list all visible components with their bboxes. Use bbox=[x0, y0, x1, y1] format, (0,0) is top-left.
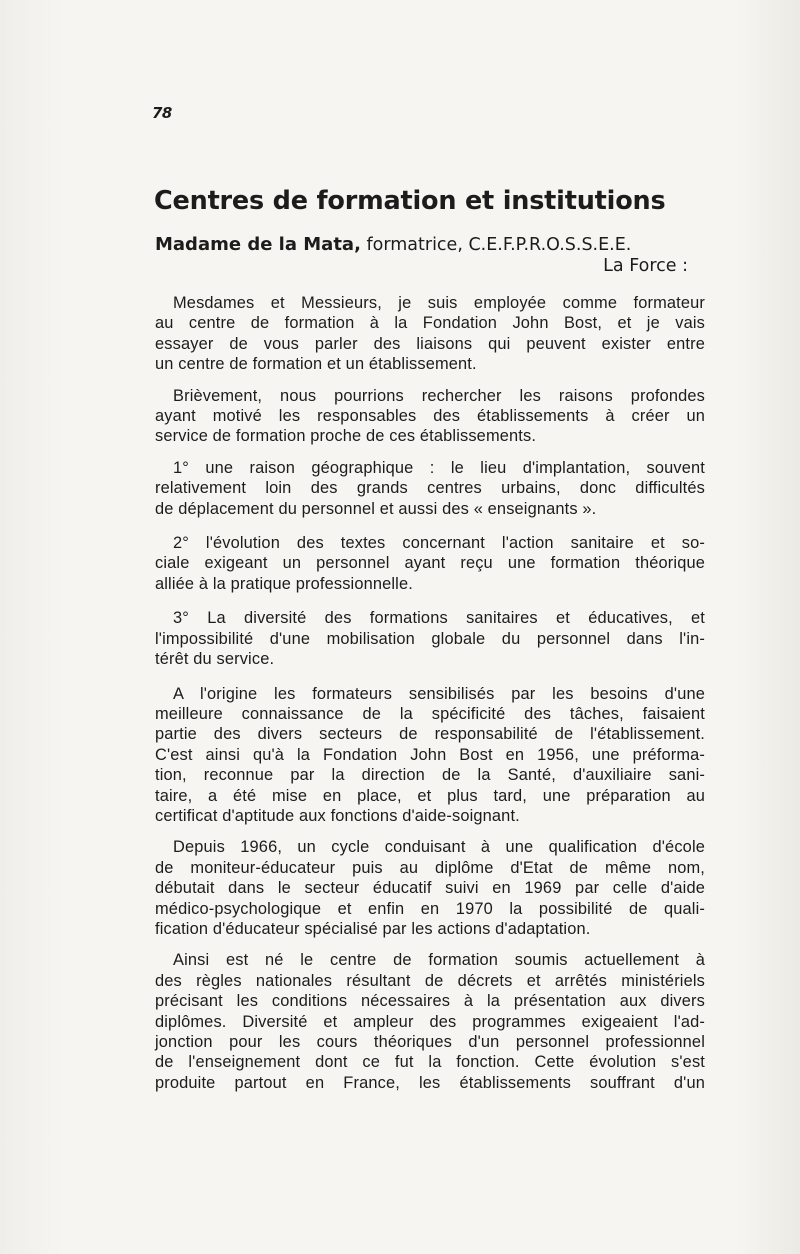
paragraph bbox=[155, 684, 705, 827]
text-line: de moniteur-éducateur puis au diplôme d'Etat de même nom, bbox=[155, 858, 705, 877]
paragraph bbox=[155, 837, 705, 939]
text-line: ciale exigeant un personnel ayant reçu une formation théorique bbox=[155, 554, 705, 573]
body-text bbox=[155, 293, 705, 1104]
location: La Force : bbox=[603, 256, 688, 276]
page-number: 78 bbox=[152, 104, 172, 122]
section-title: Centres de formation et institutions bbox=[154, 186, 666, 216]
text-line: de déplacement du personnel et aussi des « enseignants ». bbox=[155, 499, 597, 518]
text-line: médico-psychologique et enfin en 1970 la possibilité de quali- bbox=[155, 899, 705, 918]
text-line: diplômes. Diversité et ampleur des programmes exigeaient l'ad- bbox=[155, 1012, 705, 1031]
paragraph bbox=[155, 293, 705, 375]
text-line: au centre de formation à la Fondation John Bost, et je vais bbox=[155, 314, 705, 333]
text-line: Mesdames et Messieurs, je suis employée comme formateur bbox=[173, 294, 705, 312]
text-line: térêt du service. bbox=[155, 650, 275, 669]
text-line: taire, a été mise en place, et plus tard, une préparation au bbox=[155, 786, 705, 805]
text-line: meilleure connaissance de la spécificité des tâches, faisaient bbox=[155, 704, 705, 723]
text-line: service de formation proche de ces établissements. bbox=[155, 427, 537, 446]
byline bbox=[155, 233, 631, 255]
text-line: Depuis 1966, un cycle conduisant à une qualification d'école bbox=[173, 838, 705, 857]
paragraph bbox=[155, 950, 705, 1093]
author-role: formatrice, C.E.F.P.R.O.S.S.E.E. bbox=[360, 235, 632, 255]
text-line: A l'origine les formateurs sensibilisés par les besoins d'une bbox=[173, 684, 705, 703]
text-line: produite partout en France, les établissements souffrant d'un bbox=[155, 1073, 705, 1092]
paragraph bbox=[155, 608, 705, 669]
text-line: de l'enseignement dont ce fut la fonction. Cette évolution s'est bbox=[155, 1053, 705, 1072]
text-line: 1° une raison géographique : le lieu d'implantation, souvent bbox=[173, 458, 705, 477]
text-line: certificat d'aptitude aux fonctions d'aide-soignant. bbox=[155, 806, 520, 825]
paragraph bbox=[155, 458, 705, 519]
text-line: 2° l'évolution des textes concernant l'action sanitaire et so- bbox=[173, 534, 705, 553]
text-line: des règles nationales résultant de décrets et arrêtés ministériels bbox=[155, 971, 705, 990]
text-line: partie des divers secteurs de responsabilité de l'établissement. bbox=[155, 725, 705, 744]
text-line: débutait dans le secteur éducatif suivi en 1969 par celle d'aide bbox=[155, 879, 705, 898]
text-line: C'est ainsi qu'à la Fondation John Bost en 1956, une préforma- bbox=[155, 745, 705, 764]
paragraph bbox=[155, 533, 705, 594]
text-line: tion, reconnue par la direction de la Santé, d'auxiliaire sani- bbox=[155, 766, 705, 785]
text-line: relativement loin des grands centres urbains, donc difficultés bbox=[155, 479, 705, 498]
paragraph bbox=[155, 386, 705, 447]
text-line: l'impossibilité d'une mobilisation globale du personnel dans l'in- bbox=[155, 629, 705, 648]
text-line: ayant motivé les responsables des établissements à créer un bbox=[155, 407, 705, 426]
text-line: essayer de vous parler des liaisons qui peuvent exister entre bbox=[155, 334, 705, 353]
text-line: 3° La diversité des formations sanitaires et éducatives, et bbox=[173, 609, 705, 628]
text-line: jonction pour les cours théoriques d'un personnel professionnel bbox=[155, 1033, 705, 1051]
text-line: Ainsi est né le centre de formation soumis actuellement à bbox=[173, 951, 705, 970]
text-line: fication d'éducateur spécialisé par les actions d'adaptation. bbox=[155, 919, 591, 938]
text-line: précisant les conditions nécessaires à la présentation aux divers bbox=[155, 992, 705, 1011]
author-name: Madame de la Mata, bbox=[155, 234, 361, 255]
text-line: alliée à la pratique professionnelle. bbox=[155, 574, 413, 593]
text-line: Brièvement, nous pourrions rechercher les raisons profondes bbox=[173, 386, 705, 405]
text-line: un centre de formation et un établissement. bbox=[155, 355, 477, 374]
